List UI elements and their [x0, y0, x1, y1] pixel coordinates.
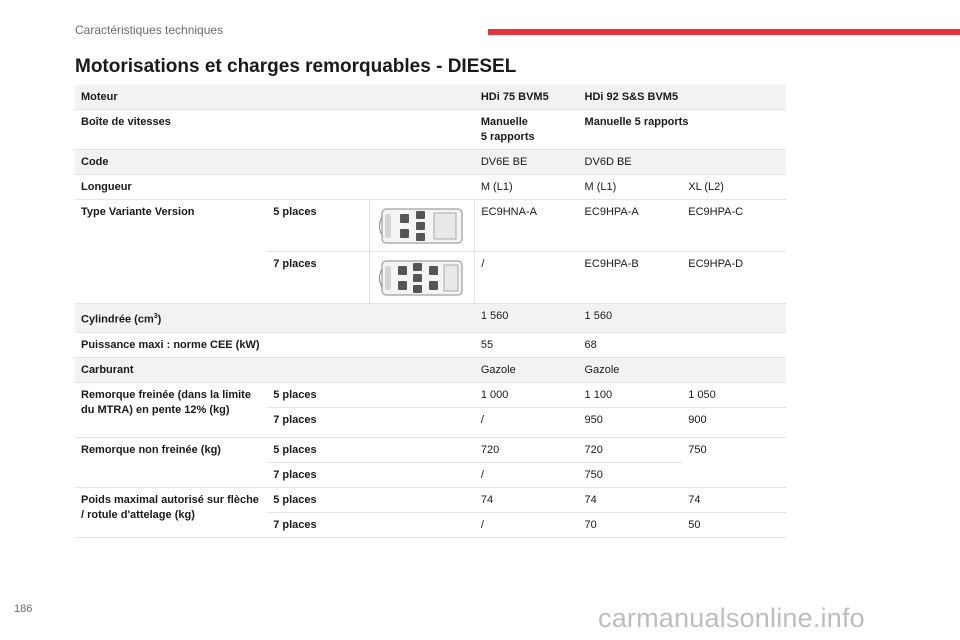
cell: 720: [475, 437, 579, 462]
cell: 1 100: [579, 382, 683, 407]
header-accent-bar: [488, 29, 960, 35]
row-label: Poids maximal autorisé sur flèche / rotule d'attelage (kg): [75, 487, 267, 537]
cell: EC9HPA-B: [579, 252, 683, 304]
places-label: 7 places: [267, 252, 370, 304]
cell: /: [475, 407, 579, 437]
places-label: 5 places: [267, 200, 370, 252]
row-label: Boîte de vitesses: [75, 110, 475, 150]
places-label: 7 places: [267, 407, 475, 437]
cell: EC9HNA-A: [475, 200, 579, 252]
table-row-boite: [75, 110, 786, 150]
places-label: 5 places: [267, 487, 475, 512]
cell: 1 000: [475, 382, 579, 407]
row-label: Longueur: [75, 175, 475, 200]
watermark: carmanualsonline.info: [598, 603, 865, 633]
cell: M (L1): [579, 175, 683, 200]
table-row-longueur: [75, 175, 786, 200]
cell: 68: [579, 332, 786, 357]
cell: /: [475, 462, 579, 487]
row-label: Code: [75, 150, 475, 175]
table-row-moteur: [75, 85, 786, 110]
table-row-cylindree: [75, 304, 786, 333]
table-row-code: [75, 150, 786, 175]
cell: DV6D BE: [579, 150, 786, 175]
cell: /: [475, 512, 579, 537]
cell-line: Manuelle: [480, 116, 528, 128]
row-label: Type Variante Version: [75, 200, 267, 304]
places-label: 5 places: [267, 382, 475, 407]
cell: 750: [682, 437, 786, 487]
label-text: Cylindrée (cm: [81, 313, 154, 326]
cell: HDi 92 S&S BVM5: [579, 85, 786, 110]
unit-superscript: 3: [153, 313, 158, 320]
cell: Manuelle 5 rapports: [579, 110, 786, 150]
row-label: Carburant: [75, 357, 475, 382]
table-row-remorque-non-freinee-5: [75, 437, 786, 462]
cell: 1 050: [682, 382, 786, 407]
row-label: Remorque freinée (dans la limite du MTRA) en pente 12% (kg): [75, 382, 267, 437]
cell: 1 560: [579, 304, 786, 333]
cell: Gazole: [475, 357, 579, 382]
row-label: [75, 304, 475, 333]
spec-table: [75, 85, 786, 538]
van-5-seats-icon: [370, 200, 475, 252]
table-row-remorque-freinee-5: [75, 382, 786, 407]
cell: 74: [682, 487, 786, 512]
table-row-type-5: [75, 200, 786, 252]
cell: /: [475, 252, 579, 304]
table-row-carburant: [75, 357, 786, 382]
cell: 900: [682, 407, 786, 437]
page-number: 186: [14, 603, 33, 615]
cell-line: 5 rapports: [480, 131, 535, 143]
cell: EC9HPA-A: [579, 200, 683, 252]
row-label: Remorque non freinée (kg): [75, 437, 267, 487]
cell: 55: [475, 332, 579, 357]
cell: DV6E BE: [475, 150, 579, 175]
cell: 950: [579, 407, 683, 437]
table-row-poids-5: [75, 487, 786, 512]
places-label: 7 places: [267, 512, 475, 537]
cell: [475, 110, 579, 150]
page-title: Motorisations et charges remorquables - DIESEL: [75, 56, 517, 77]
label-text: ): [157, 313, 162, 326]
cell: 74: [579, 487, 683, 512]
row-label: Puissance maxi : norme CEE (kW): [75, 332, 475, 357]
cell: 720: [579, 437, 683, 462]
cell: 750: [579, 462, 683, 487]
cell: 1 560: [475, 304, 579, 333]
van-7-seats-icon: [370, 252, 475, 304]
cell: HDi 75 BVM5: [475, 85, 579, 110]
cell: EC9HPA-C: [682, 200, 786, 252]
places-label: 7 places: [267, 462, 475, 487]
cell: 70: [579, 512, 683, 537]
cell: Gazole: [579, 357, 786, 382]
cell: XL (L2): [682, 175, 786, 200]
section-header: Caractéristiques techniques: [75, 23, 224, 37]
cell: 74: [475, 487, 579, 512]
cell: M (L1): [475, 175, 579, 200]
cell: 50: [682, 512, 786, 537]
places-label: 5 places: [267, 437, 475, 462]
row-label: Moteur: [75, 85, 475, 110]
cell: EC9HPA-D: [682, 252, 786, 304]
table-row-puissance: [75, 332, 786, 357]
